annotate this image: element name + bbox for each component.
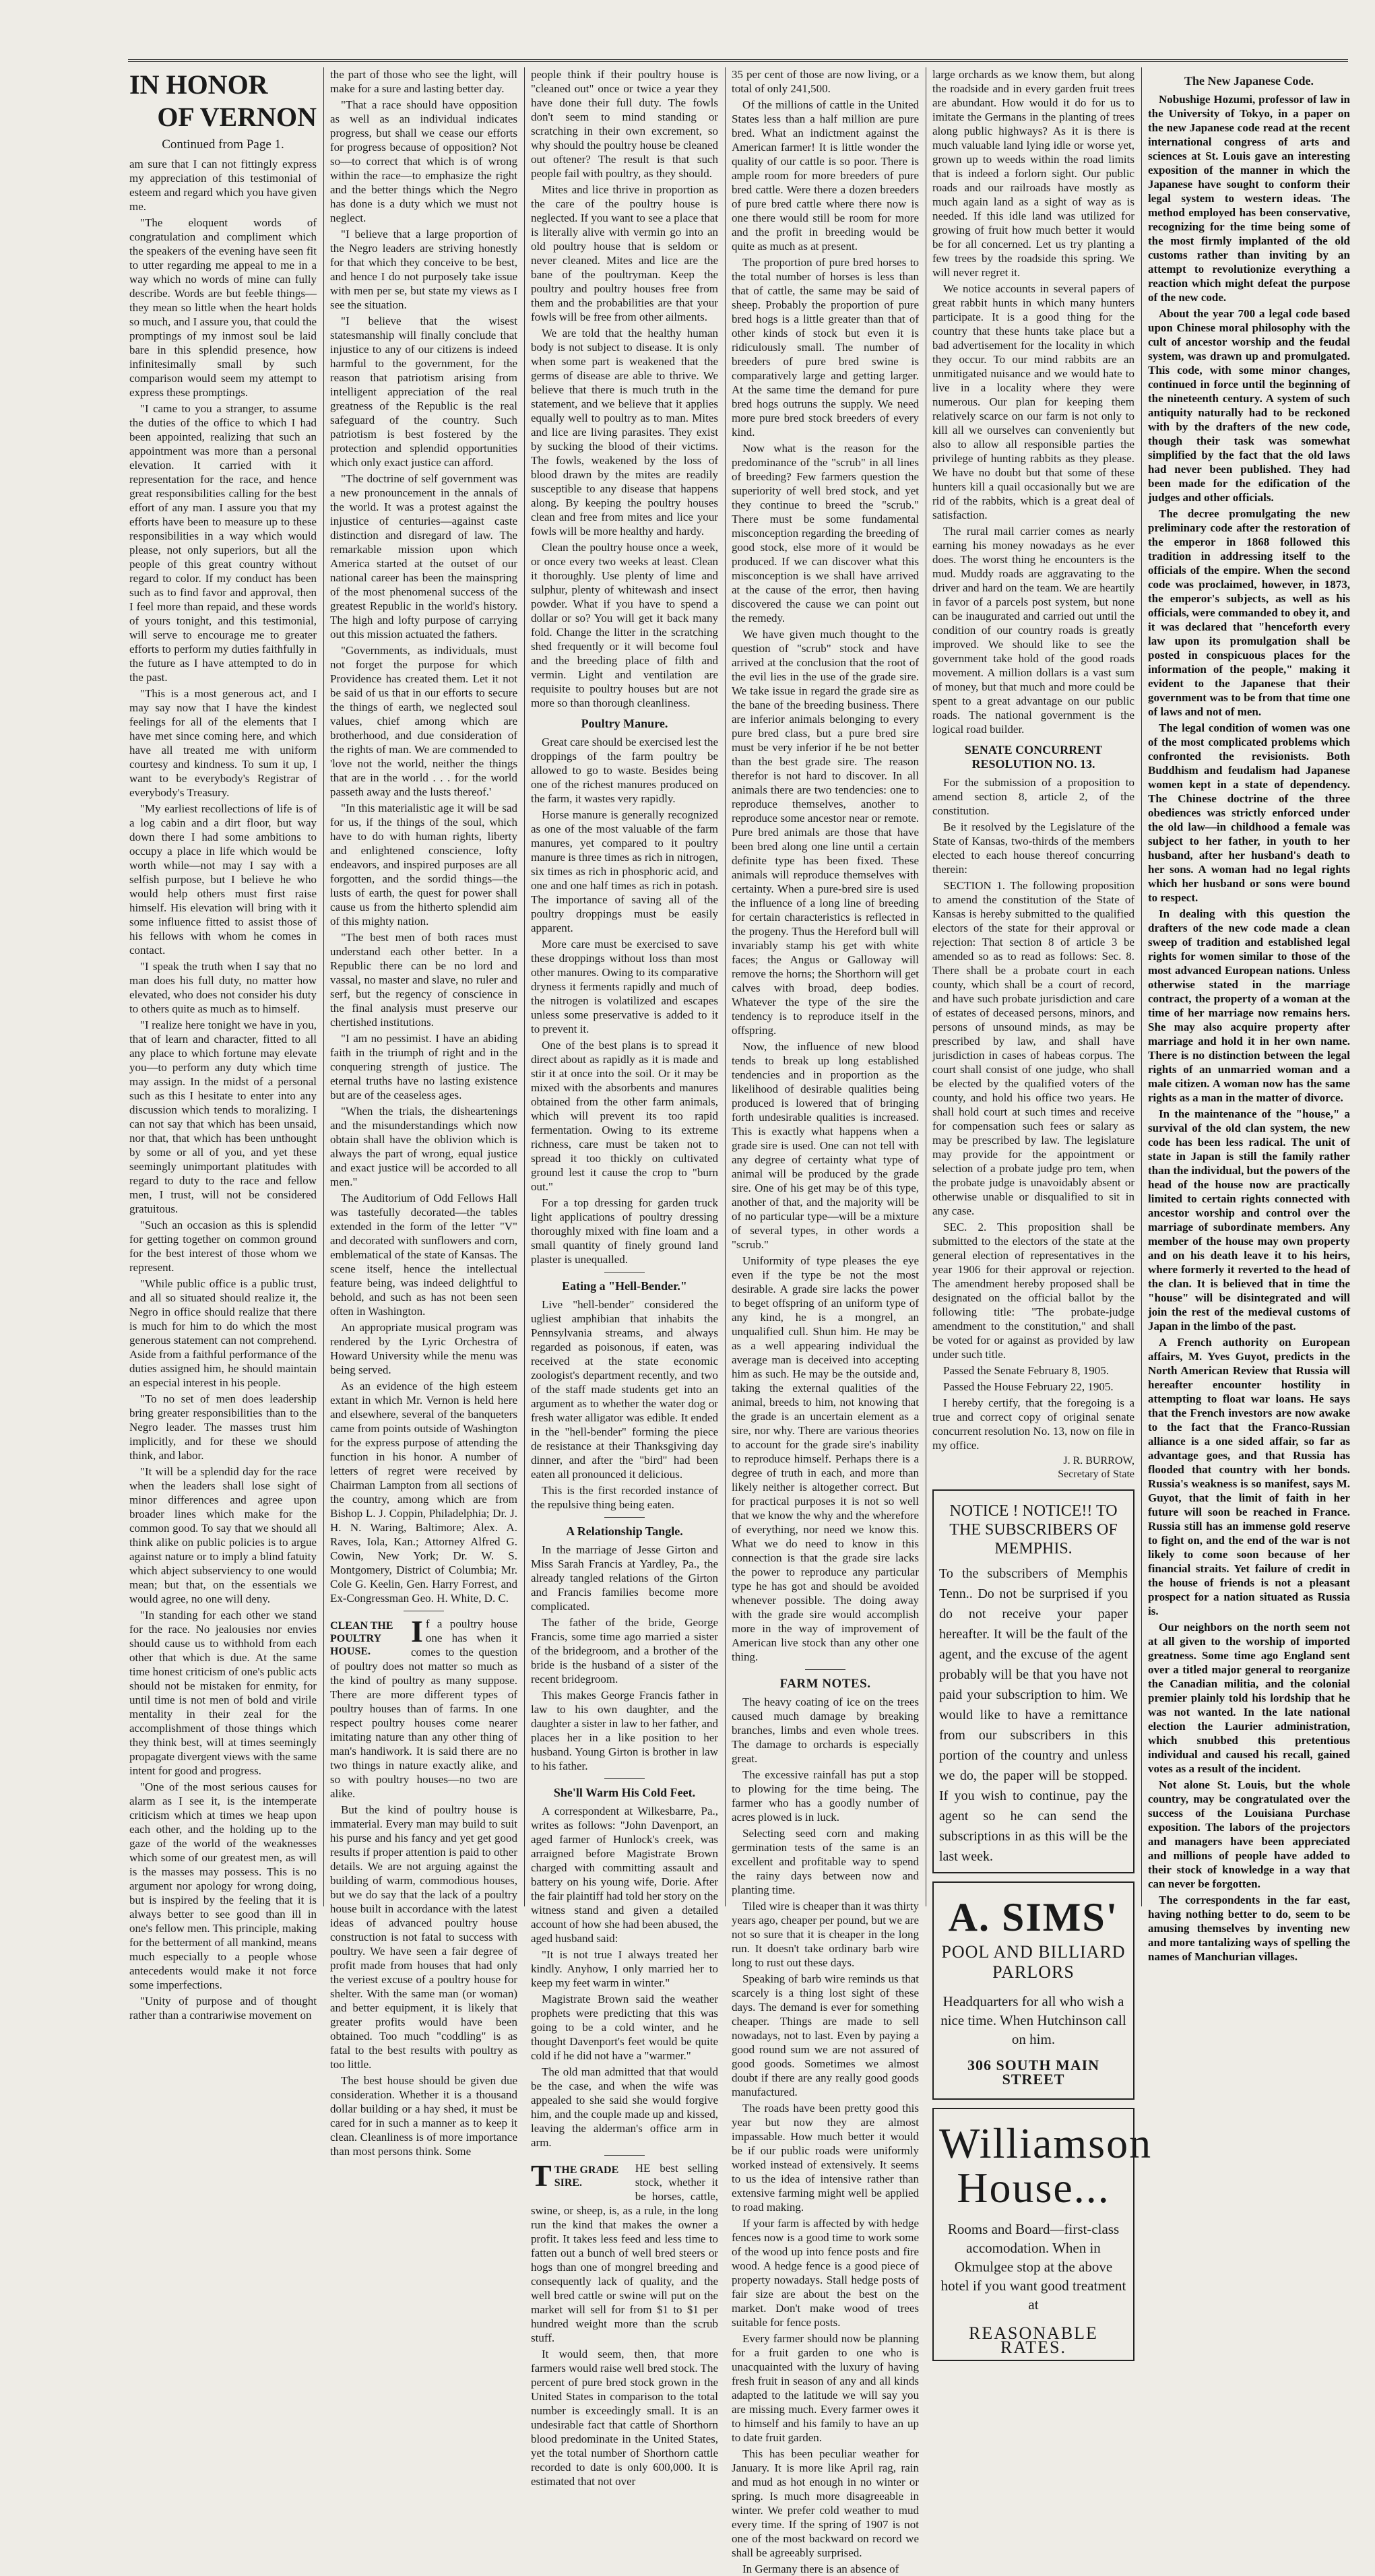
signature-title: Secretary of State <box>1058 1469 1134 1480</box>
paragraph: "In this materialistic age it will be sad for us, if the things of the soul, which have to do with human rights, liberty and enlightened conscience, lofty endeavors, and inspired purposes are all forgotten, and the sordid things—the lusts of earth, the quest for power shall cause us from the hitherto splendid aim of this mighty nation. <box>330 802 517 928</box>
article-grade-sire-continued <box>732 67 919 1664</box>
paragraph: In the maintenance of the "house," a survival of the old clan system, the new code has been less radical. The unit of state in Japan is still the family rather than the individual, but the powers of the head of the house now are practically limited to certain rights connected with ancestor worship and control over the marriage of subordinate members. Any member of the house may own property and on his death leave it to his heirs, where formerly it reverted to the head of the clan. It is believed that in time the "house" will be disintegrated and will join the rest of the medieval customs of Japan in the limbo of the past. <box>1148 1107 1350 1332</box>
sims-body: Headquarters for all who wish a nice time. When Hutchinson call on him. <box>940 1993 1126 2047</box>
article-vernon-continued <box>330 67 517 1605</box>
heading-poultry-manure: Poultry Manure. <box>581 717 668 730</box>
paragraph: Speaking of barb wire reminds us that scarcely is a thing lost sight of these days. The demand is ever for something cheaper. Things are made to sell nowadays, not to last. Even by paying a good round sum we are not assured of good goods. Sometimes we almost doubt if there are any really good goods manufactured. <box>732 1972 919 2098</box>
continued-note: Continued from Page 1. <box>162 137 284 152</box>
paragraph: "The eloquent words of congratulation and compliment which the speakers of the evening have seen fit to utter regarding me appeal to me in a way which no words of mine can fully describe. Words are but feeble things—they mean so little when the heart holds so much, and I assure you, that could the promptings of my inmost soul be laid bare in this splendid presence, how infinitesimally small by such comparison would seem my attempt to express these promptings. <box>129 216 317 399</box>
article-poultry-manure <box>531 735 718 1266</box>
paragraph: The excessive rainfall has put a stop to plowing for the time being. The farmer who has a goodly number of acres plowed is in luck. <box>732 1768 919 1824</box>
heading-hell-bender: Eating a "Hell-Bender." <box>562 1279 687 1293</box>
poultry-house-heading: CLEAN THE POULTRY HOUSE. <box>330 1620 393 1657</box>
paragraph: Clean the poultry house once a week, or once every two weeks at least. Clean it thoroughly. Use plenty of lime and sulphur, plenty of whitewash and insect powder. What if you have to spend a dollar or so? You will get it back many fold. Change the litter in the scratching shed frequently or it will become foul and the breeding place of filth and vermin. Light and ventilation are requisite to poultry houses but are not more so than thorough cleanliness. <box>531 541 718 709</box>
paragraph: the part of those who see the light, will make for a sure and lasting better day. <box>330 68 517 95</box>
paragraph: Our neighbors on the north seem not at all given to the worship of imported greatness. Some time ago England sent over a titled major general to reorganize the Canadian militia, and the colonial premier plainly told his lordship that he was not wanted. In the late national election the Laurier administration, which snubbed this pretentious individual and caused his recall, gained votes as a result of the incident. <box>1148 1621 1350 1775</box>
paragraph: Now what is the reason for the predominance of the "scrub" in all lines of breeding? Few farmers question the superiority of well bred stock, and yet they continue to breed the "scrub." There must be some fundamental misconception regarding the breeding of good stock, else more of it would be produced. If we can discover what this misconception is we shall have arrived at the cause of the error, then having discovered the cause we can point out the remedy. <box>732 442 919 624</box>
paragraph: The correspondents in the far east, having nothing better to do, seem to be amusing themselves by inventing new and more tantalizing ways of spelling the names of Manchurian villages. <box>1148 1894 1350 1963</box>
paragraph: "My earliest recollections of life is of a log cabin and a dirt floor, but way down there I had some ambitions to occupy a place in life which would be worth while—not may I say with a selfish purpose, but I believe he who would help others must first raise himself. His elevation will bring with it some influence fitted to assist those of his fellows with whom he comes in contact. <box>129 802 317 957</box>
paragraph: Passed the House February 22, 1905. <box>943 1380 1114 1393</box>
article-relationship-tangle <box>531 1543 718 1773</box>
paragraph: For the submission of a proposition to amend section 8, article 2, of the constitution. <box>932 776 1134 817</box>
paragraph: If your farm is affected by with hedge fences now is a good time to work some of the wood up into fence posts and fire wood. A hedge fence is a good piece of property nowadays. Stall hedge posts of fair size are about the best on the market. Don't make wood of trees suitable for fence posts. <box>732 2217 919 2329</box>
column-rule <box>323 67 324 1906</box>
masthead-rule <box>128 59 1348 62</box>
paragraph: The proportion of pure bred horses to the total number of horses is less than that of cattle, the same may be said of sheep. Probably the proportion of pure bred hogs is a little greater than that of other kinds of stock but even it is ridiculously small. The number of breeders of pure bred swine is comparatively large and getting larger. At the same time the demand for pure bred hogs outruns the supply. We need more pure bred stock breeders of every kind. <box>732 256 919 439</box>
paragraph: Every farmer should now be planning for a fruit garden to one who is unacquainted with the luxury of having fresh fruit in season of any and all kinds adapted to the latitude we will say you are missing much. Every farmer owes it to himself and his family to have an up to date fruit garden. <box>732 2332 919 2444</box>
paragraph: An appropriate musical program was rendered by the Lyric Orchestra of Howard University while the menu was being served. <box>330 1321 517 1376</box>
heading-japanese-code: The New Japanese Code. <box>1184 74 1314 88</box>
paragraph: The father of the bride, George Francis, some time ago married a sister of the bridegroom, and a brother of the bride is the husband of a sister of the recent bridegroom. <box>531 1616 718 1685</box>
paragraph: 35 per cent of those are now living, or a total of only 241,500. <box>732 68 919 95</box>
paragraph: Not alone St. Louis, but the whole country, may be congratulated over the success of the Louisiana Purchase exposition. The labors of the projectors and managers have been appreciated and millions of people have added to their stock of knowledge in a way that can never be forgotten. <box>1148 1778 1350 1890</box>
paragraph: Live "hell-bender" considered the ugliest amphibian that inhabits the Pennsylvania streams, and always regarded as poisonous, if eaten, was received at the state economic zoologist's department recently, and two of the staff made students get into an argument as to whether the water dog or fresh water alligator was edible. It ended in the "hell-bender" forming the piece de resistance at their Thanksgiving day dinner, and after the "bird" had been eaten all pronounced it delicious. <box>531 1298 718 1481</box>
paragraph: Uniformity of type pleases the eye even if the type be not the most desirable. A grade sire lacks the power to beget offspring of an uniform type of any kind, he is a mongrel, an unqualified cull. Shun him. He may be as a well appearing individual the average man is deceived into accepting him as such. He may be the outside and, taking the external qualities of the animal, breeds to him, not knowing that the grade is an uncertain element as a sire, nor why. There are various theories to account for the grade sire's inability to reproduce himself. Perhaps there is a degree of truth in each, and more than likely neither is altogether correct. But for practical purposes it is not so well that we know the why and the wherefore of everything, nor need we know this. What we do need to know in this connection is that the grade sire lacks the power to reproduce any particular type he has got and should be avoided whenever possible. The doing away with the grade sire would accomplish more in the way of improvement of American live stock than any other one thing. <box>732 1254 919 1663</box>
section-divider <box>604 2155 645 2156</box>
article-cold-feet <box>531 1804 718 2150</box>
advertisement-williamson <box>932 2108 1153 2361</box>
paragraph: In dealing with this question the drafters of the new code made a clean sweep of tradition and established legal rights for women similar to those of the most advanced European nations. Unless otherwise stated in the marriage contract, the property of a woman at the time of her marriage now remains hers. She may also acquire property after marriage and hold it in her own name. There is no distinction between the legal rights of an unmarried woman and a male citizen. A woman now has the same rights as a man in the matter of divorce. <box>1148 907 1350 1104</box>
heading-farm-notes: FARM NOTES. <box>779 1677 871 1691</box>
paragraph: SEC. 2. This proposition shall be submitted to the electors of the state at the general election of representatives in the year 1906 for their approval or rejection. The amendment hereby proposed shall be designated on the official ballot by the following title: "The probate-judge amendment to the constitution," and shall be voted for or against as provided by law under such title. <box>932 1221 1134 1361</box>
headline-line-2: OF VERNON <box>157 102 317 132</box>
column-2 <box>330 67 517 2158</box>
paragraph: "I am no pessimist. I have an abiding faith in the triumph of right and in the conquering strength of justice. The eternal truths have no lasting existence but are of the ceaseless ages. <box>330 1032 517 1101</box>
paragraph: "To no set of men does leadership bring greater responsibilities than to the Negro leader. The masses trust him implicitly, and for these we should think, and labor. <box>129 1392 317 1462</box>
section-divider <box>604 1778 645 1779</box>
paragraph: Now, the influence of new blood tends to break up long established tendencies and in proportion as the likelihood of desirable qualities being produced is lowered that of bringing forth undesirable qualities is increased. This is exactly what happens when a grade sire is used. One can not tell with any degree of certainty what type of animal will be produced by the grade sire. One of his get may be of this type, another of that, and the majority will be of no particular type—will be a mixture of several types, in other words a "scrub." <box>732 1040 919 1251</box>
williamson-body: Rooms and Board—first-class accomodation. When in Okmulgee stop at the above hotel if you want good treatment at <box>940 2221 1126 2313</box>
column-rule <box>725 67 726 1906</box>
article-farm-notes <box>732 1695 919 2576</box>
paragraph: "I speak the truth when I say that no man does his full duty, no matter how elevated, who does not consider his duty to others quite as much as to himself. <box>129 960 317 1015</box>
paragraph: I hereby certify, that the foregoing is a true and correct copy of original senate concurrent resolution No. 13, now on file in my office. <box>932 1396 1134 1452</box>
paragraph: "I came to you a stranger, to assume the duties of the office to which I had been appointed, realizing that such an appointment was more than a personal elevation. It carried with it representation for the race, and hence great responsibilities calling for the best effort of any man. I assure you that my efforts have been to measure up to these responsibilities in a way which would please, not only superiors, but all the people of this great country without regard to color. If my conduct has been such as to find favor and approval, then I feel more than repaid, and these words of yours tonight, and this testimonial, will serve to encourage me to greater efforts to perform my duties faithfully in the future as I have attempted to do in the past. <box>129 402 317 684</box>
paragraph: "This is a most generous act, and I may say now that I have the kindest feelings for all of the elements that I have met since coming here, and which have all treated me with uniform courtesy and kindness. To sum it up, I want to be everybody's Registrar of everybody's Treasury. <box>129 687 317 799</box>
paragraph: As an evidence of the high esteem extant in which Mr. Vernon is held here and elsewhere, several of the banqueters came from points outside of Washington for the express purpose of attending the function in his honor. A number of letters of regret were received by Chairman Lampton from all sections of the country, among which are from Bishop L. J. Coppin, Philadelphia; Dr. J. H. N. Waring, Baltimore; Alex. A. Raves, Iola, Kan.; Attorney Alfred G. Cowin, New York; Dr. W. S. Montgomery, District of Columbia; Mr. Cole G. Keelin, Gen. Harry Forrest, and Ex-Congressman Geo. H. White, D. C. <box>330 1380 517 1605</box>
grade-sire-heading: THE GRADE SIRE. <box>554 2164 619 2189</box>
paragraph: In Germany there is an absence of <box>742 2563 899 2575</box>
paragraph: It would seem, then, that more farmers would raise well bred stock. The percent of pure bred stock grown in the United States in comparison to the total number is exceedingly small. It is an undesirable fact that cattle of Shorthorn blood predominate in the United States, yet the total number of Shorthorn cattle recorded to date is only 600,000. It is estimated that not over <box>531 2348 718 2488</box>
section-divider <box>604 1517 645 1518</box>
paragraph: Magistrate Brown said the weather prophets were predicting that this was going to be a cold winter, and he thought Davenport's feet would be quite cold if he did not have a "warmer." <box>531 1993 718 2062</box>
column-1 <box>129 67 317 2022</box>
paragraph: In the marriage of Jesse Girton and Miss Sarah Francis at Yardley, Pa., the already tangled relations of the Girton and Francis families become more complicated. <box>531 1543 718 1613</box>
column-6 <box>1148 67 1350 1963</box>
column-rule <box>524 67 525 1906</box>
paragraph: Tiled wire is cheaper than it was thirty years ago, cheaper per pound, but we are not so sure that it is cheaper in the long run. It doesn't take ordinary barb wire long to rust out these days. <box>732 1900 920 1969</box>
advertisement-sims <box>932 1881 1134 2100</box>
paragraph: "I realize here tonight we have in you, that of learn and character, fitted to all any place to which fortune may elevate you—to perform any duty which time may assign. In the midst of a personal such as this I hesitate to enter into any discussion which tends to moralizing. I can not say that which has been unsaid, nor that, that which has been unthought by some or all of you, and yet these seemingly unimportant platitudes with regard to duty to the race and fellow men, I trust, will not be considered gratuitous. <box>129 1019 317 1215</box>
paragraph: We are told that the healthy human body is not subject to disease. It is only when some part is weakened that the germs of disease are able to thrive. We believe that there is much truth in the statement, and we believe that it applies equally well to poultry as to man. Mites and lice are living parasites. They exist by sucking the blood of their victims. The fowls, weakened by the loss of blood drawn by the mites are readily susceptible to any disease that happens along. By keeping the poultry houses clean and free from mites and lice your fowls will be more healthy and hardy. <box>531 327 718 538</box>
paragraph: am sure that I can not fittingly express my appreciation of this testimonial of esteem and regard which you have given me. <box>129 158 317 213</box>
column-3 <box>531 67 718 2488</box>
paragraph: "While public office is a public trust, and all so situated should realize it, the Negro in office should realize that there is much for him to do which the most generous statement can not comprehend. Aside from a faithful performance of the duties assigned him, he should maintain an especial interest in his people. <box>129 1277 317 1389</box>
paragraph: But the kind of poultry house is immaterial. Every man may build to suit his purse and his fancy and yet get good results if proper attention is paid to other details. We are not arguing against the building of warm, commodious houses, but we do say that the lack of a poultry house built in accordance with the latest ideas of advanced poultry house construction is not fatal to success with poultry. We have seen a fair degree of profit made from houses that had only the veriest excuse of a poultry house for shelter. With the same man (or woman) and better equipment, it is likely that greater profits would have been obtained. Too much "coddling" is as fatal to the best results with poultry as too little. <box>330 1803 517 2071</box>
paragraph: "Unity of purpose and of thought rather than a contrariwise movement on <box>129 1995 317 2022</box>
paragraph: Mites and lice thrive in proportion as the care of the poultry house is neglected. If you want to see a place that is literally alive with vermin go into an old poultry house that is seldom or never cleaned. Mites and lice are the bane of the poultryman. Keep the poultry and poultry houses free from them and the probabilities are that your fowls will be free from other ailments. <box>531 183 718 323</box>
article-poultry-house-continued <box>531 67 718 710</box>
paragraph: The rural mail carrier comes as nearly earning his money nowadays as he ever does. The worst thing he encounters is the mud. Muddy roads are aggravating to the driver and hard on the team. We are heartily in favor of a parcels post system, but none can be inaugurated and carried out until the condition of our country roads is greatly improved. We should like to see the government take hold of the good roads movement. A million dollars is a vast sum of money, but that much and more could be spent to a great advantage on our public roads. The national government is the logical road builder. <box>932 525 1134 736</box>
column-4 <box>732 67 920 2575</box>
article-grade-sire <box>531 2158 718 2488</box>
paragraph: "Governments, as individuals, must not forget the purpose for which Providence has created them. Let it not be said of us that in our efforts to secure the things of earth, we neglected soul values, chief among which are brotherhood, and due consideration of the rights of man. We are commended to 'love not the world, neither the things that are in the world . . . for the world passeth away and the lusts thereof.' <box>330 644 517 798</box>
paragraph: "When the trials, the disheartenings and the misunderstandings which now obtain shall have the oblivion which is always the part of wrong, equal justice and exact justice will be accorded to all men." <box>330 1105 517 1188</box>
paragraph: SECTION 1. The following proposition to amend the constitution of the State of Kansas is hereby submitted to the qualified electors of the state for their approval or rejection: That section 8 of article 3 be amended so as to read as follows: Sec. 8. There shall be a probate court in each county, which shall be a court of record, and have such probate jurisdiction and care of estates of deceased persons, minors, and persons of unsound minds, as may be prescribed by law, and shall have jurisdiction in cases of habeas corpus. The court shall consist of one judge, who shall be elected by the qualified voters of the county, and hold his office two years. He shall hold court at such times and receive for compensation such fees or salary as may be prescribed by law. The legislature may provide for the appointment or selection of a probate judge pro tem, when the probate judge is unavoidably absent or otherwise unable or disqualified to sit in any case. <box>932 879 1134 1217</box>
article-senate-resolution <box>932 775 1134 1452</box>
sims-name: A. SIMS' <box>948 1895 1119 1939</box>
paragraph: The heavy coating of ice on the trees caused much damage by breaking branches, limbs and even whole trees. The damage to orchards is especially great. <box>732 1696 919 1765</box>
paragraph: people think if their poultry house is "cleaned out" once or twice a year they have done their full duty. The fowls don't seem to mind standing or scratching in their own excrement, so why should the poultry house be cleaned out oftener? The result is that such people fail with poultry, as they should. <box>531 68 718 180</box>
paragraph: A French authority on European affairs, M. Yves Guyot, predicts in the North American Review that Russia will hereafter encounter hostility in attempting to float war loans. He says that the French investors are now awake to the fact that the Franco-Russian alliance is a one sided affair, so far as advantage goes, and that Russia has flooded that country with her bonds. Russia's weakness is so manifest, says M. Guyot, that the limit of faith in her future will soon be reached in France. Russia still has an immense gold reserve to fight on, and the end of the war is not likely to come soon because of her financial straits. Yet failure of credit in the house of friends is not a pleasant prospect for a nation situated as Russia is. <box>1148 1336 1350 1617</box>
paragraph: HE best selling stock, whether it be horses, cattle, swine, or sheep, is, as a rule, in the long run the kind that makes the owner a profit. It takes less feed and less time to fatten out a bunch of well bred steers or hogs than one of mongrel breeding and consequently lack of quality, and the well bred cattle or swine will put on the market will sell for from $1 to $1 per hundred weight more than the scrub stuff. <box>531 2162 718 2344</box>
paragraph: Great care should be exercised lest the droppings of the farm poultry be allowed to go to waste. Besides being one of the richest manures produced on the farm, it wastes very rapidly. <box>531 736 718 805</box>
article-hell-bender <box>531 1297 718 1512</box>
paragraph: "One of the most serious causes for alarm as I see it, is the intemperate criticism which at times we heap upon each other, and the holding up to the gaze of the world of the weaknesses which some of our greatest men, as will is the masses may possess. This is no argument nor apology for wrong doing, but is inspired by the feeling that it is always better to see good than ill in one's fellow men. This principle, making for the betterment of all mankind, means much especially to a people whose antecedents would make it not force some imperfections. <box>129 1780 317 1991</box>
paragraph: Nobushige Hozumi, professor of law in the University of Tokyo, in a paper on the new Japanese code read at the recent international congress of arts and sciences at St. Louis gave an interesting exposition of the manner in which the Japanese have sought to conform their legal system to western ideas. The method employed has been conservative, recognizing for the time being some of the most firmly implanted of the old customs rather than inviting by an attempt to revolutionize everything a reaction which might defeat the purpose of the new code. <box>1148 93 1350 304</box>
heading-cold-feet: She'll Warm His Cold Feet. <box>553 1786 696 1799</box>
drop-cap: I <box>411 1614 423 1648</box>
heading-relationship-tangle: A Relationship Tangle. <box>566 1524 683 1538</box>
paragraph: The old man admitted that that would be the case, and when the wife was appealed to she said she would forgive him, and the couple made up and kissed, leaving the alderman's office arm in arm. <box>531 2065 718 2149</box>
paragraph: We notice accounts in several papers of great rabbit hunts in which many hunters participate. It is a good thing for the country that these hunts take place but a bad advertisement for the locality in which they occur. To our mind rabbits are an unmitigated nuisance and we would hate to live in a locality where they were numerous. Our plan for keeping them relatively scarce on our farm is not only to kill all we ourselves can conveniently but also to allow all responsible parties the privilege of hunting rabbits as they please. We have no doubt but that some of these hunters kill a quail occasionally but we are rid of the rabbits, which is a great deal of satisfaction. <box>932 282 1134 521</box>
paragraph: This makes George Francis father in law to his own daughter, and the daughter a sister in law to her father, and places her in a like position to her husband. Young Girton is brother in law to his father. <box>531 1689 718 1772</box>
paragraph: The Auditorium of Odd Fellows Hall was tastefully decorated—the tables extended in the form of the letter "V" and decorated with sunflowers and corn, emblematical of the state of Kansas. The scene itself, hence the intellectual feature being, was indeed delightful to behold, and such as has not been seen often in Washington. <box>330 1192 517 1318</box>
headline-line-1: IN HONOR <box>129 69 268 100</box>
paragraph: f a poultry house one has when it comes to the question of poultry does not matter so much as the kind of poultry as many suppose. There are more different types of poultry houses than of farms. In one respect poultry houses come nearer imitating nature than any other thing of man's handiwork. It is said there are no two things in nature exactly alike, and so with poultry houses—no two are alike. <box>330 1617 517 1800</box>
paragraph: "I believe that the wisest statesmanship will finally conclude that injustice to any of our citizens is indeed harmful to the government, for the reason that patriotism arising from intelligent appreciation of the real greatness of the Republic is the real safeguard of the country. Such patriotism is best fostered by the protection and splendid opportunities which only exact justice can afford. <box>330 315 517 469</box>
section-divider <box>805 1669 845 1670</box>
paragraph: Be it resolved by the Legislature of the State of Kansas, two-thirds of the members elected to each house thereof concurring therein: <box>932 820 1134 876</box>
notice-title: NOTICE ! NOTICE!! TO THE SUBSCRIBERS OF MEMPHIS. <box>949 1502 1118 1557</box>
signature-name: J. R. BURROW, <box>1063 1455 1134 1467</box>
column-rule <box>1141 67 1142 1906</box>
notice-text: To the subscribers of Memphis Tenn.. Do not be surprised if you do not receive your paper hereafter. It will be the fault of the agent, and the excuse of the agent probably will be that you have not paid your subscription to him. We would like to have a remittance from our subscribers in this portion of the country and unless we do, the paper will be stopped. If you wish to continue, pay the agent so he can send the subscriptions in as this will be the last week. <box>939 1566 1128 1864</box>
paragraph: Horse manure is generally recognized as one of the most valuable of the farm manures, yet compared to it poultry manure is three times as rich in nitrogen, six times as rich in phosphoric acid, and one and one half times as rich in potash. The importance of saving all of the poultry droppings must be easily apparent. <box>531 808 718 934</box>
drop-cap: T <box>531 2158 552 2193</box>
section-divider <box>604 1272 645 1273</box>
paragraph: A correspondent at Wilkesbarre, Pa., writes as follows: "John Davenport, an aged farmer of Hunlock's creek, was arraigned before Magistrate Brown charged with committing assault and battery on his young wife, Dorie. After the fair plaintiff had told her story on the witness stand and given a detailed account of how she had been abused, the aged husband said: <box>531 1805 718 1945</box>
article-vernon-body <box>129 157 317 2022</box>
paragraph: "The doctrine of self government was a new pronouncement in the annals of the world. It was a protest against the injustice of centuries—against caste distinction and disregard of law. The remarkable mission upon which America started at the outset of our national career has been the mainspring of the most phenomenal success of the greatest Republic in the world's history. The high and lofty purpose of carrying out this mission actuated the fathers. <box>330 472 517 641</box>
paragraph: "I believe that a large proportion of the Negro leaders are striving honestly for that which they conceive to be best, and hence I do not purposely take issue with men per se, but state my views as I see the situation. <box>330 228 517 311</box>
notice-box <box>932 1489 1134 1873</box>
paragraph: large orchards as we know them, but along the roadside and in every garden fruit trees are abundant. How would it do for us to imitate the Germans in the planting of trees along public highways? As it is there is much valuable land lying idle or worse yet, grown up to weeds within the road limits that is indeed a forlorn sight. Our public roads and our railroads have mostly as much again land as a sight of way as is needed. If this idle land was utilized for growing of fruit how much better it would be for all concerned. Let us try planting a few trees by the roadside this spring. We will never regret it. <box>932 68 1134 279</box>
paragraph: The best house should be given due consideration. Whether it is a thousand dollar building or a hay shed, it must be cared for in such a manner as to keep it clean. Cleanliness is of more importance than most persons think. Some <box>330 2074 517 2158</box>
article-farm-notes-continued <box>932 67 1134 736</box>
paragraph: Of the millions of cattle in the United States less than a half million are pure bred. What an indictment against the American farmer! It is little wonder the quality of our cattle is so poor. There is ample room for more breeders of pure bred cattle. Were there a dozen breeders of pure bred cattle where there now is one there would still be room for more and the profit in breeding would be quite as much as at present. <box>732 98 919 253</box>
paragraph: Selecting seed corn and making germination tests of the same is an excellent and profitable way to spend the rainy days between now and planting time. <box>732 1827 919 1896</box>
column-5 <box>932 67 1153 2357</box>
paragraph: "It will be a splendid day for the race when the leaders shall lose sight of minor differences and agree upon broader lines which make for the common good. To say that we should all think alike on public policies is to argue against nature or to imply a blind fatuity which abject subserviency to one would mean; but that, on the essentials we would agree, no one will deny. <box>129 1465 317 1605</box>
heading-senate-resolution: SENATE CONCURRENT RESOLUTION NO. 13. <box>964 743 1103 771</box>
paragraph: "Such an occasion as this is splendid for getting together on common ground for the best interest of those whom we represent. <box>129 1219 317 1274</box>
paragraph: "That a race should have opposition as well as an individual indicates progress, but shall we cease our efforts for progress because of opposition? Not so—to correct that which is of wrong within the race—to emphasize the right and the better things which the Negro has done is a duty which we must not neglect. <box>330 98 517 224</box>
paragraph: "The best men of both races must understand each other better. In a Republic there can be no lord and vassal, no master and slave, no ruler and serf, but the regency of conscience in the final analysis must preserve our chertished institutions. <box>330 931 517 1029</box>
williamson-rates: REASONABLE RATES. <box>969 2323 1098 2357</box>
sims-subtitle: POOL AND BILLIARD PARLORS <box>941 1942 1126 1982</box>
paragraph: This has been peculiar weather for January. It is more like April rag, rain and mud as hot enough in no winter or spring. Is much more disagreeable in winter. We prefer cold weather to mud every time. If the spring of 1907 is not one of the most backward on record we shall be agreeably surprised. <box>732 2447 919 2559</box>
paragraph: "It is not true I always treated her kindly. Anyhow, I only married her to keep my feet warm in winter." <box>531 1948 718 1989</box>
paragraph: About the year 700 a legal code based upon Chinese moral philosophy with the cult of ancestor worship and the feudal system, was drawn up and promulgated. This code, with some minor changes, continued in force until the beginning of the nineteenth century. A system of such antiquity naturally had to be reckoned with by the drafters of the new code, though their task was somewhat simplified by the fact that the old laws had never been published. They had been made for the edification of the judges and other officials. <box>1148 307 1350 504</box>
paragraph: This is the first recorded instance of the repulsive thing being eaten. <box>531 1484 718 1511</box>
article-poultry-house <box>330 1614 517 2158</box>
paragraph: We have given much thought to the question of "scrub" stock and have arrived at the conclusion that the root of the evil lies in the use of the grade sire. We take issue in regard the grade sire as the bane of the breeding business. There are inferior animals belonging to every pure bred class, but a pure bred sire must be very inferior if he be not better than the best grade sire. The reason therefor is not hard to discover. In all animals there are two tendencies: one to reproduce themselves, another to reproduce some ancestor near or remote. Pure bred animals are those that have been bred along one line until a certain definite type has been fixed. These animals will reproduce themselves with certainty. When a pure-bred sire is used the influence of a long line of breeding for certain characteristics is reflected in the progeny. Thus the Hereford bull will invariably stamp his get with white faces; the Angus or Galloway will remove the horns; the Shorthorn will get calves with broad, deep bodies. Whatever the type of the sire the tendency is to reproduce itself in the offspring. <box>732 628 919 1037</box>
paragraph: The decree promulgating the new preliminary code after the restoration of the emperor in 1868 followed this tradition in addressing itself to the officials of the empire. When the second code was proclaimed, however, in 1873, the emperor's subjects, as well as his officials, were commanded to obey it, and it was declared that "henceforth every law upon its promulgation shall be posted in conspicuous places for the information of the people," making it evident to the Japanese that their government was to be from that time one of laws and not of men. <box>1148 507 1350 718</box>
paragraph: More care must be exercised to save these droppings without loss than most other manures. Owing to its comparative dryness it ferments rapidly and much of the nitrogen is volatilized and escapes unless some preservative is added to it to prevent it. <box>531 938 718 1035</box>
paragraph: The legal condition of women was one of the most complicated problems which confronted the revisionists. Both Buddhism and feudalism had Japanese women kept in a state of dependency. The Chinese doctrine of the three obediences was strictly enforced under the old law—in childhood a female was subject to her father, in youth to her husband, after her husband's death to her sons. A woman had no legal rights which her husband or sons were bound to respect. <box>1148 721 1350 904</box>
paragraph: "In standing for each other we stand for the race. No jealousies nor envies should cause us to withhold from each other that which is due. At the same time honest criticism of one's public acts should not be mistaken for enmity, for until time is not men of bold and virile mentality in their zeal for the accomplishment of those things which they think best, will at times seemingly propagate divergent views with the same intent for good and progress. <box>129 1609 317 1777</box>
paragraph: The roads have been pretty good this year but now they are almost impassable. How much better it would be if our public roads were uniformly worked instead of extensively. It seems to us the idea of intensive rather than extensive farming might well be applied to road making. <box>732 2102 919 2214</box>
paragraph: One of the best plans is to spread it direct about as rapidly as it is made and stir it at once into the soil. Or it may be mixed with the absorbents and manures obtained from the other farm animals, which will prevent its too rapid fermentation. Owing to its extreme richness, care must be taken not to spread it too thickly on cultivated ground lest it cause the crop to "burn out." <box>531 1039 718 1193</box>
article-japanese-code <box>1148 92 1350 1964</box>
paragraph: Passed the Senate February 8, 1905. <box>943 1364 1109 1377</box>
williamson-name: Williamson House... <box>939 2119 1153 2212</box>
paragraph: For a top dressing for garden truck light applications of poultry dressing thoroughly mixed with fine loam and a small quantity of finely ground land plaster is unequalled. <box>531 1196 718 1266</box>
sims-address: 306 SOUTH MAIN STREET <box>967 2057 1100 2088</box>
